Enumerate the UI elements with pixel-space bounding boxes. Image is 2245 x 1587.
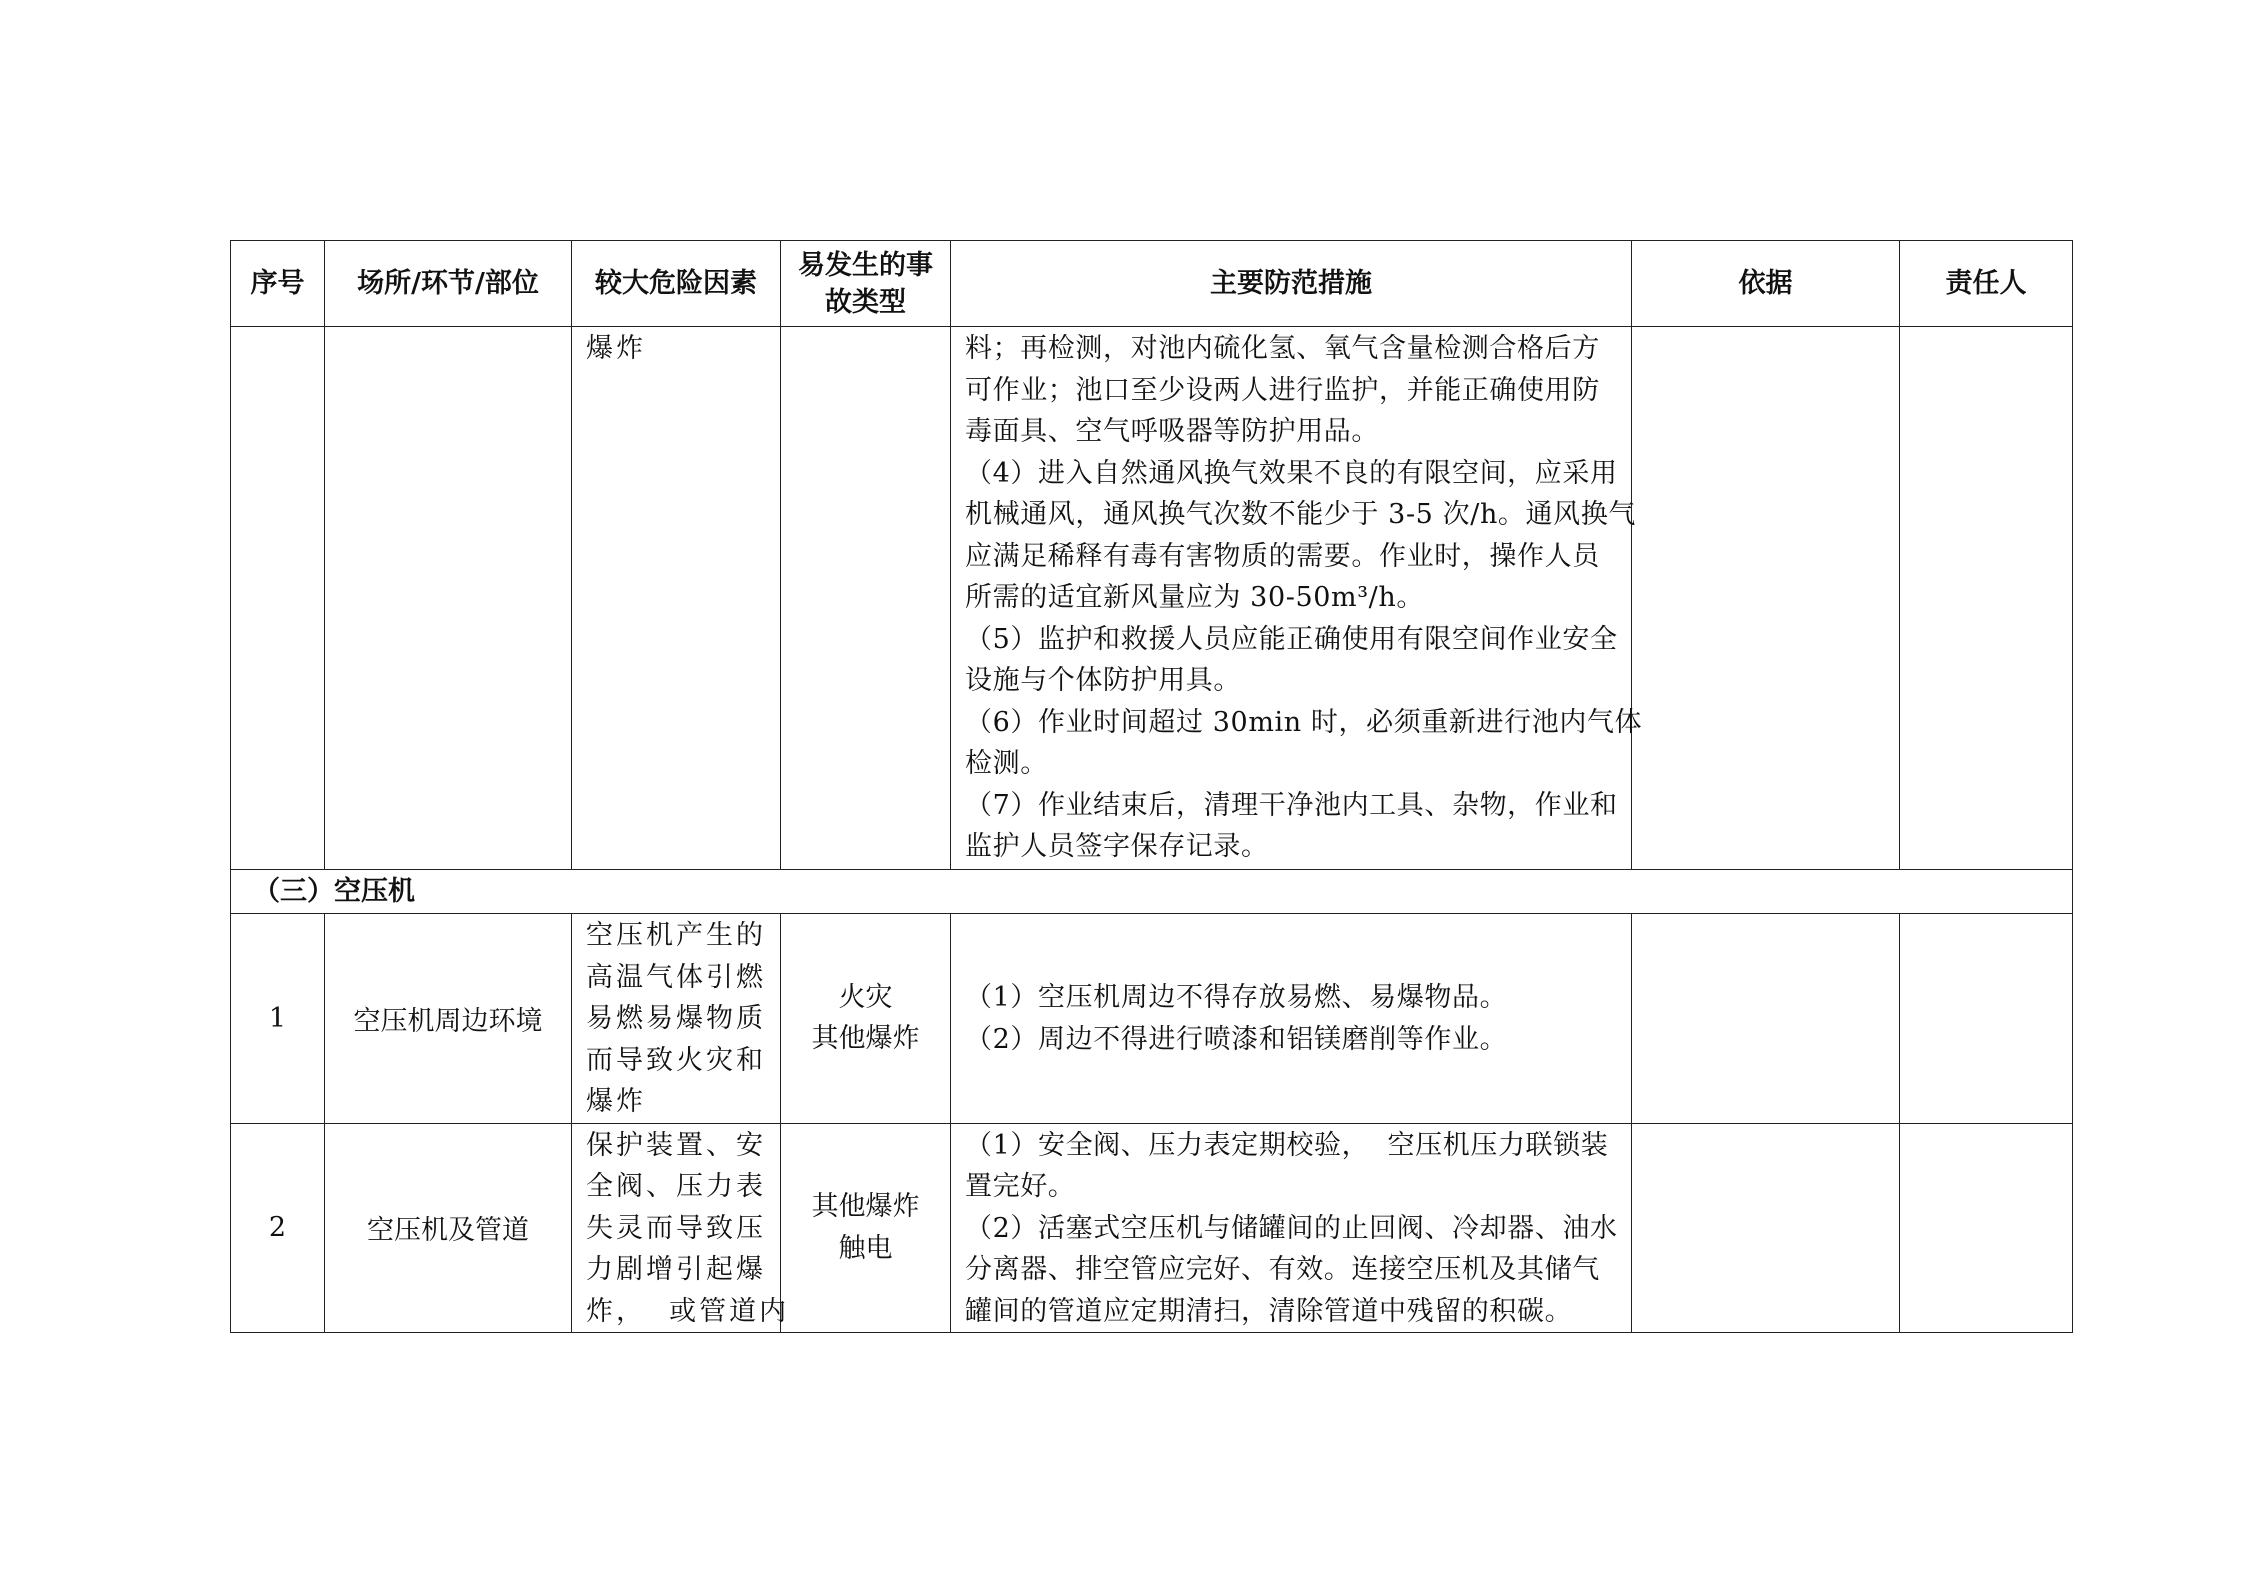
table-row: [231, 914, 2073, 1124]
cont-responsible-cell: [1900, 327, 2073, 870]
cont-measure-line: 监护人员签字保存记录。: [965, 831, 1269, 862]
cont-measure-line: （5）监护和救援人员应能正确使用有限空间作业安全: [965, 623, 1618, 655]
row-hazard-cell: [572, 914, 781, 1124]
row-measures-cell: [951, 914, 1632, 1124]
cont-measure-line: 毒面具、空气呼吸器等防护用品。: [965, 416, 1379, 447]
header-responsible: 责任人: [1900, 241, 2073, 327]
row-basis-cell: [1632, 1123, 1900, 1333]
row-hazard-line: 全阀、压力表: [586, 1171, 766, 1202]
row-basis-cell: [1632, 914, 1900, 1124]
cont-measure-line: 料；再检测，对池内硫化氢、氧气含量检测合格后方: [965, 333, 1600, 364]
cont-measure-line: （6）作业时间超过 30min 时，必须重新进行池内气体: [965, 706, 1643, 738]
row-measure-line: （2）周边不得进行喷漆和铝镁磨削等作业。: [965, 1023, 1508, 1055]
header-seq: 序号: [231, 241, 325, 327]
row-accident-line: 触电: [838, 1232, 893, 1264]
row-accident-line: 火灾: [838, 981, 893, 1013]
row-accident-line: 其他爆炸: [811, 1191, 920, 1223]
cont-measure-line: 检测。: [965, 748, 1048, 779]
row-location: 空压机周边环境: [325, 914, 572, 1124]
header-hazard: 较大危险因素: [572, 241, 781, 327]
cont-measure-line: （4）进入自然通风换气效果不良的有限空间，应采用: [965, 457, 1618, 489]
cont-measure-line: 所需的适宜新风量应为 30-50m³/h。: [965, 582, 1424, 613]
cont-measure-line: 可作业；池口至少设两人进行监护，并能正确使用防: [965, 374, 1600, 406]
cont-measures-cell: [951, 327, 1643, 870]
header-accident-line-1: 易发生的事: [798, 249, 933, 281]
row-measure-line: 罐间的管道应定期清扫，清除管道中残留的积碳。: [965, 1295, 1573, 1327]
row-measure-line: （1）安全阀、压力表定期校验， 空压机压力联锁装: [965, 1129, 1609, 1161]
cont-measure-line: 机械通风，通风换气次数不能少于 3-5 次/h。通风换气: [965, 499, 1636, 530]
row-hazard-line: 易燃易爆物质: [586, 1003, 766, 1034]
cont-measure-line: 应满足稀释有毒有害物质的需要。作业时，操作人员: [965, 540, 1600, 572]
row-hazard-cell: [572, 1123, 790, 1333]
row-hazard-line: 空压机产生的: [586, 920, 766, 951]
cont-hazard-line: 爆炸: [586, 333, 646, 364]
row-measure-line: 置完好。: [965, 1171, 1076, 1202]
header-measures: 主要防范措施: [951, 241, 1632, 327]
cont-seq-cell: [231, 327, 325, 870]
row-responsible-cell: [1900, 1123, 2073, 1333]
row-location: 空压机及管道: [325, 1123, 572, 1333]
row-accident-cell: [781, 914, 951, 1124]
row-accident-cell: [781, 1123, 951, 1333]
cont-basis-cell: [1632, 327, 1900, 870]
row-hazard-line: 保护装置、安: [586, 1129, 766, 1161]
section-row: [231, 870, 2073, 914]
row-measures-cell: [951, 1123, 1632, 1333]
row-hazard-line: 力剧增引起爆: [586, 1254, 766, 1285]
cont-location-cell: [325, 327, 572, 870]
row-measure-line: 分离器、排空管应完好、有效。连接空压机及其储气: [965, 1254, 1600, 1285]
row-seq: 1: [231, 914, 325, 1124]
section-title: （三）空压机: [231, 870, 2073, 914]
hazard-control-table: [230, 240, 2073, 1333]
table-header-row: [231, 241, 2073, 327]
row-seq: 2: [231, 1123, 325, 1333]
header-basis: 依据: [1632, 241, 1900, 327]
row-responsible-cell: [1900, 914, 2073, 1124]
cont-measure-line: 设施与个体防护用具。: [965, 665, 1241, 696]
header-accident-line-2: 故类型: [825, 286, 906, 318]
table-row: [231, 1123, 2073, 1333]
row-accident-line: 其他爆炸: [811, 1023, 920, 1055]
row-hazard-line: 炸， 或管道内: [586, 1295, 790, 1327]
row-measure-line: （2）活塞式空压机与储罐间的止回阀、冷却器、油水: [965, 1212, 1618, 1244]
table-row-continuation: [231, 327, 2073, 870]
row-measure-line: （1）空压机周边不得存放易燃、易爆物品。: [965, 982, 1508, 1014]
header-accident-type: [781, 241, 951, 327]
row-hazard-line: 失灵而导致压: [586, 1212, 766, 1244]
row-hazard-line: 而导致火灾和: [586, 1044, 766, 1076]
cont-hazard-cell: [572, 327, 781, 870]
row-hazard-line: 高温气体引燃: [586, 961, 766, 993]
cont-accident-cell: [781, 327, 951, 870]
cont-measure-line: （7）作业结束后，清理干净池内工具、杂物，作业和: [965, 789, 1618, 821]
header-location: 场所/环节/部位: [325, 241, 572, 327]
row-hazard-line: 爆炸: [586, 1086, 646, 1117]
